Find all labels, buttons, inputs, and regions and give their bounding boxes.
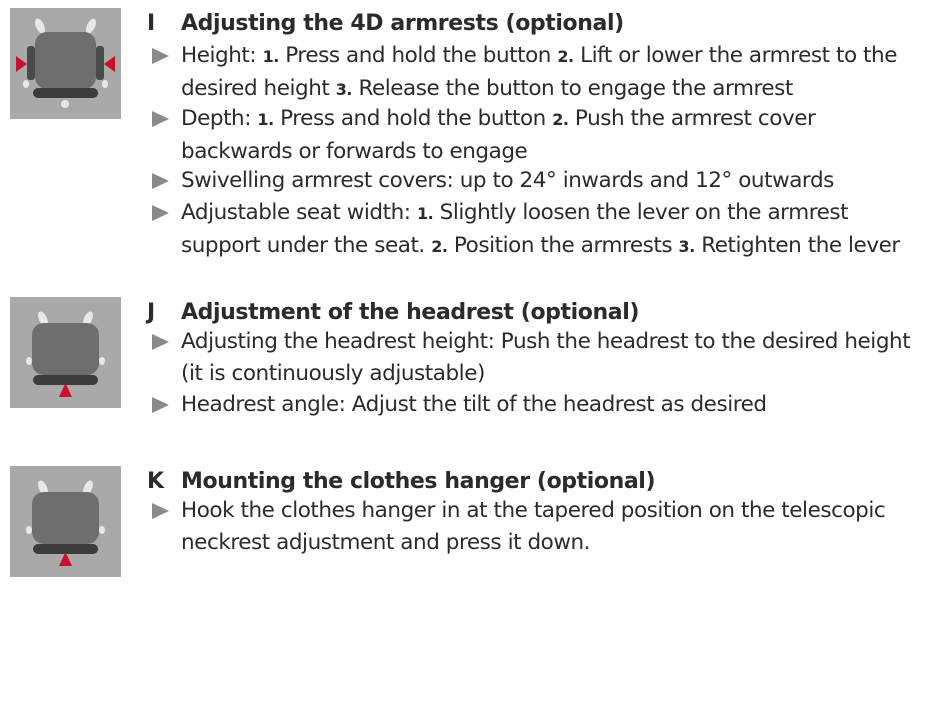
bullet-arrow-icon (152, 48, 169, 64)
list-item-text: Adjustable seat width: 1. Slightly loosen the lever on the armrest support under the seat. 2. Position the armrests 3. Retighten the lever (181, 200, 900, 258)
list-item-text: Depth: 1. Press and hold the button 2. Push the armrest cover backwards or forwards to engage (181, 106, 816, 164)
list-item-text: Hook the clothes hanger in at the tapered position on the telescopic neckrest adjustment and press it down. (181, 498, 886, 555)
bullet-arrow-icon (152, 111, 169, 127)
list-item-text: Height: 1. Press and hold the button 2. Lift or lower the armrest to the desired height 3. Release the button to engage the armrest (181, 43, 897, 101)
chair-clothes-hanger-icon (10, 466, 121, 577)
list-item-text: Adjusting the headrest height: Push the headrest to the desired height (it is continuously adjustable) (181, 329, 911, 386)
bullet-arrow-icon (152, 205, 169, 221)
section-heading: Adjustment of the headrest (optional) (181, 300, 639, 325)
bullet-arrow-icon (152, 173, 169, 189)
section-letter: I (147, 11, 155, 36)
bullet-arrow-icon (152, 334, 169, 350)
section-heading: Adjusting the 4D armrests (optional) (181, 11, 624, 36)
chair-headrest-icon (10, 297, 121, 408)
chair-armrest-icon (10, 8, 121, 119)
section-heading: Mounting the clothes hanger (optional) (181, 469, 656, 494)
section-letter: K (147, 469, 164, 494)
list-item-text: Swivelling armrest covers: up to 24° inwards and 12° outwards (181, 168, 834, 193)
bullet-arrow-icon (152, 503, 169, 519)
list-item-text: Headrest angle: Adjust the tilt of the headrest as desired (181, 392, 767, 417)
section-letter: J (147, 300, 155, 325)
bullet-arrow-icon (152, 397, 169, 413)
